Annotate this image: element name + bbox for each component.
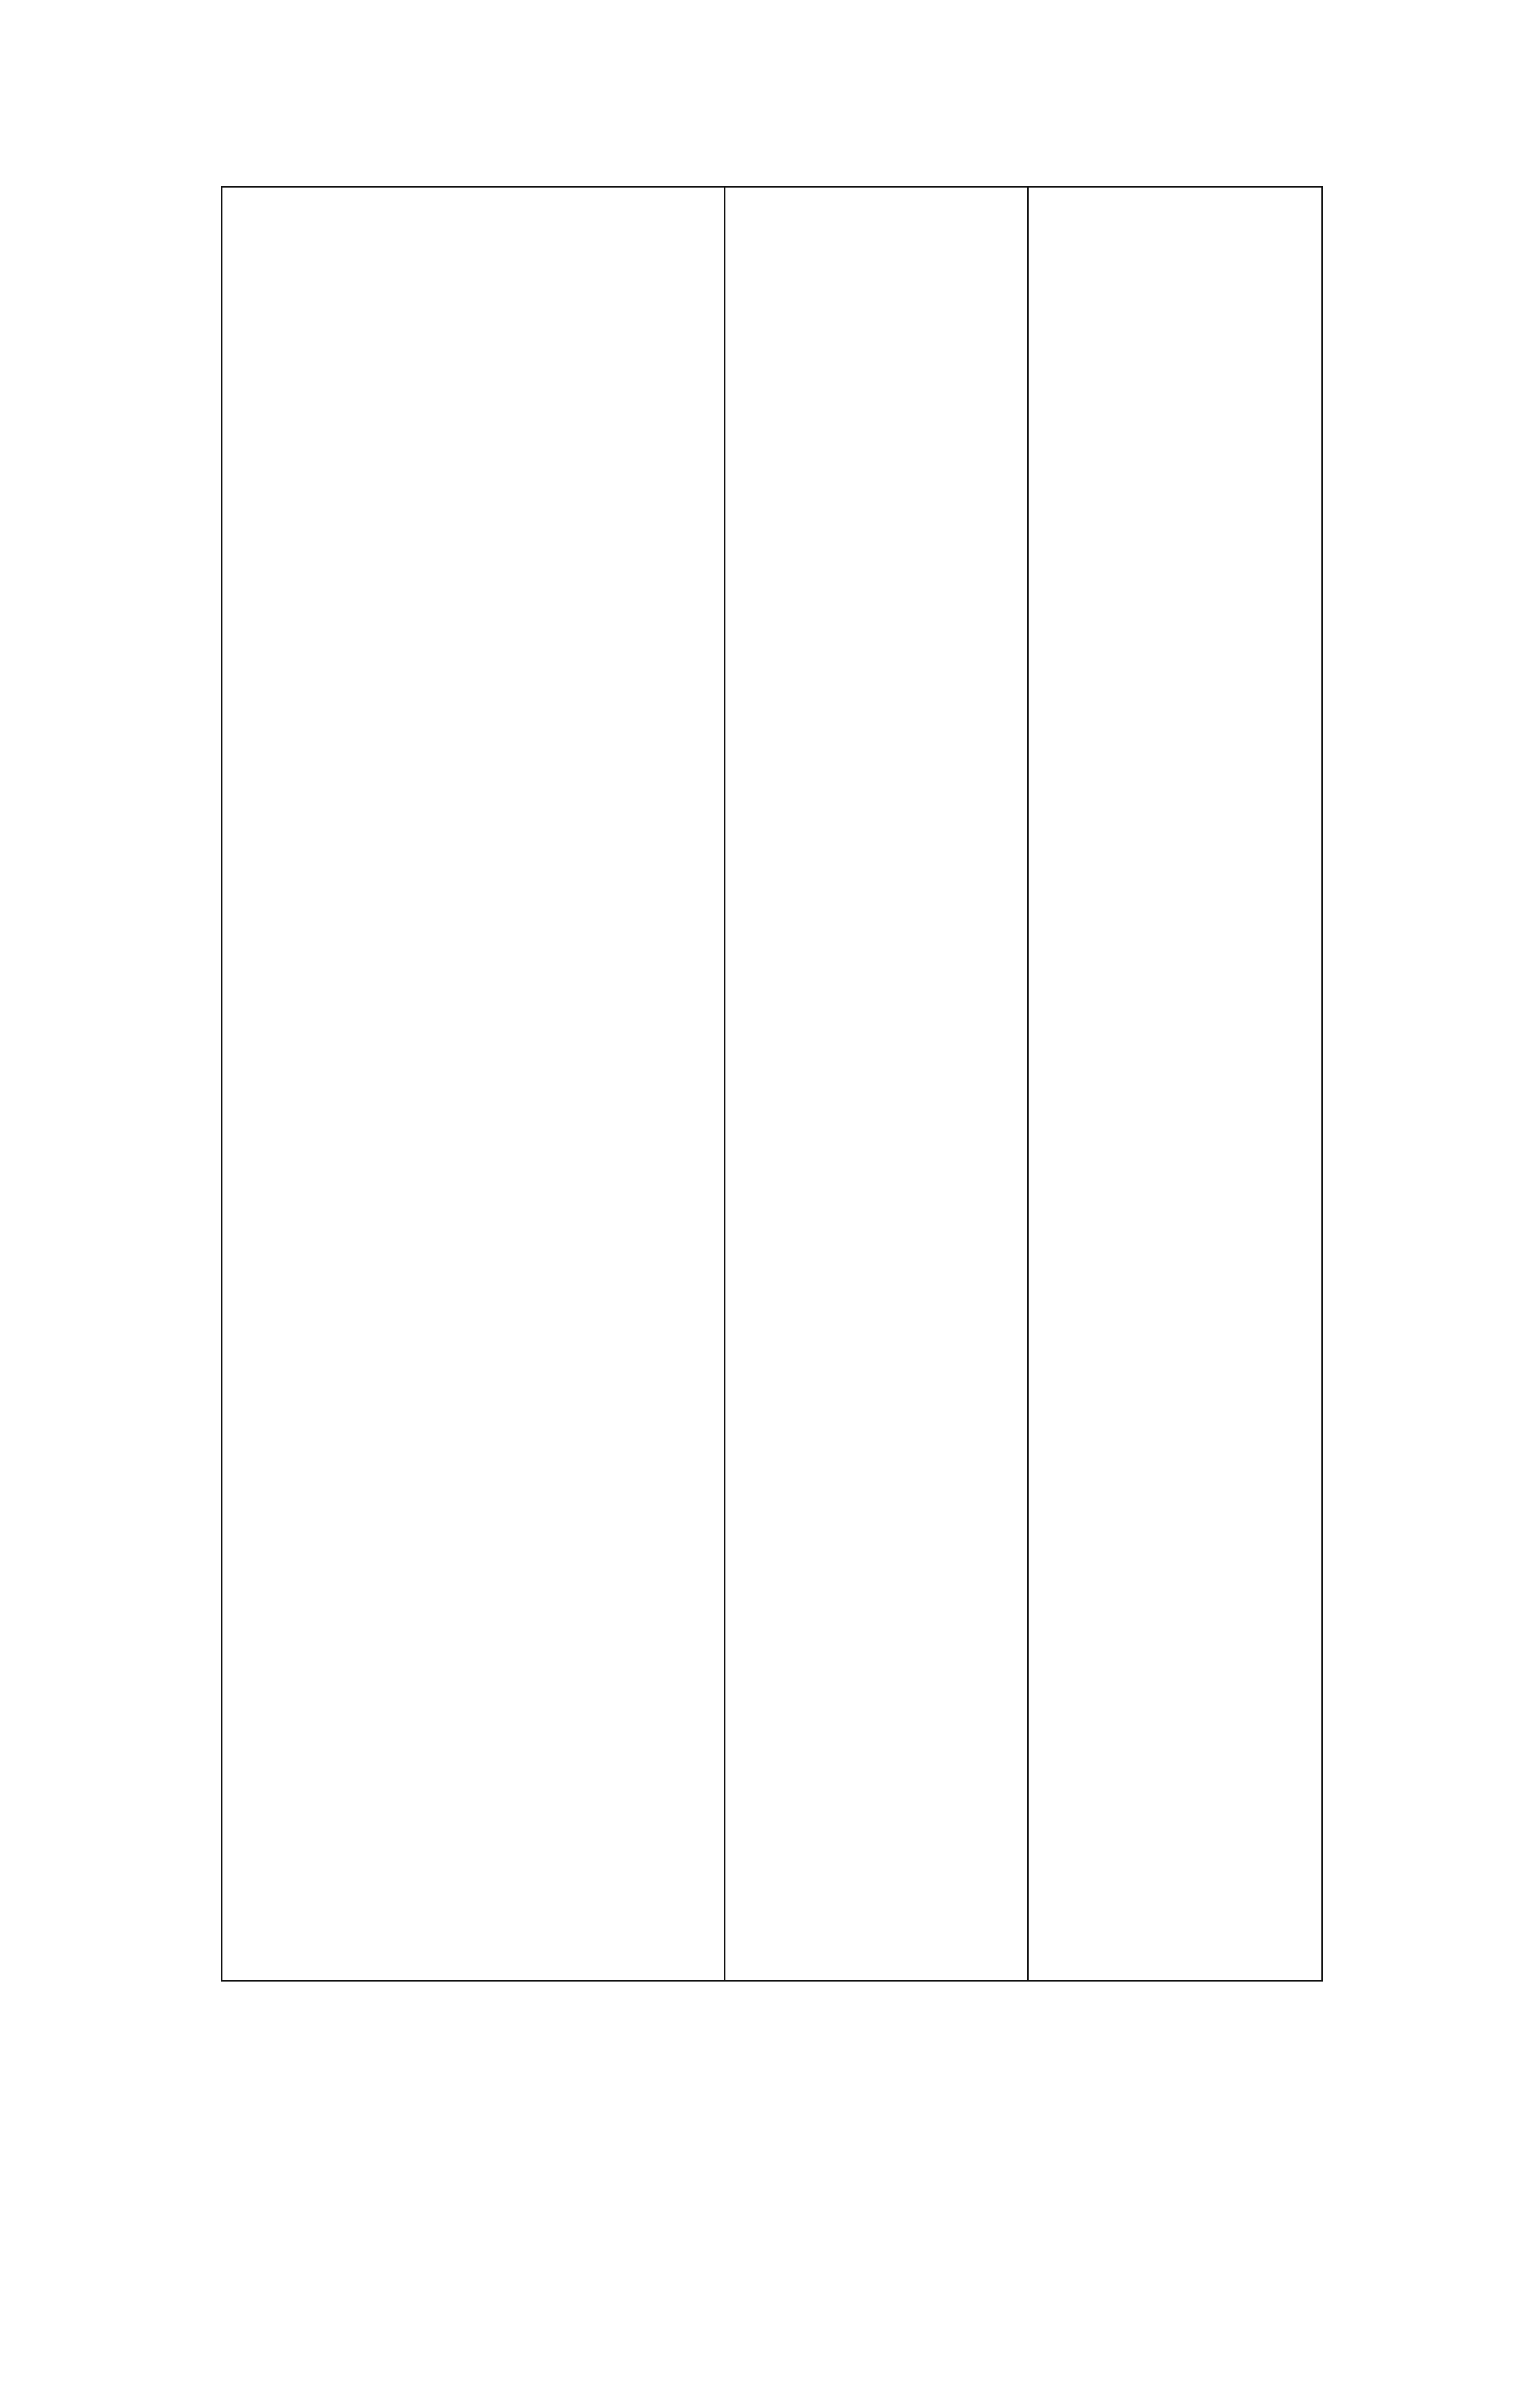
column-divider [1027, 188, 1029, 1980]
lesson-plan-table [221, 186, 1323, 1982]
question-alloy [238, 1571, 724, 2408]
question-2-options [238, 333, 724, 682]
